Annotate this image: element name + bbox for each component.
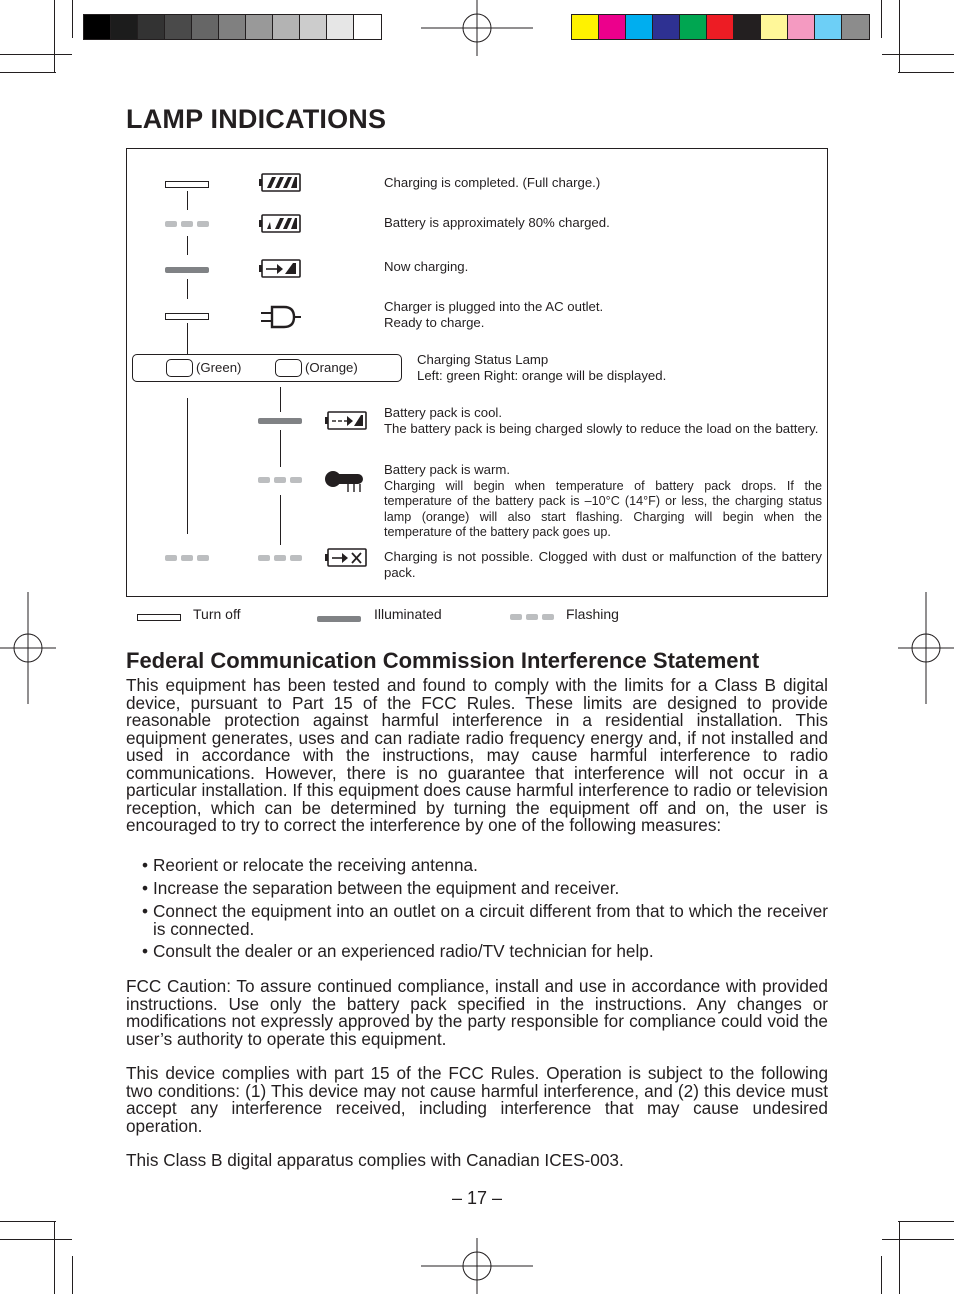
- color-swatch: [571, 14, 599, 40]
- status-error-text: Charging is not possible. Clogged with dust or malfunction of the battery pack.: [384, 549, 822, 580]
- battery-80-icon: [258, 214, 302, 234]
- orange-label: (Orange): [305, 360, 358, 375]
- bullet-text: Consult the dealer or an experienced radio/TV technician for help.: [153, 941, 654, 961]
- gray-swatch: [137, 14, 165, 40]
- legend-line1: Charging Status Lamp: [417, 352, 549, 367]
- gray-swatch: [83, 14, 111, 40]
- fcc-canada: This Class B digital apparatus complies with Canadian ICES-003.: [126, 1150, 624, 1170]
- battery-error-icon: [324, 547, 368, 569]
- gray-swatch: [272, 14, 300, 40]
- gray-swatch: [191, 14, 219, 40]
- registration-mark-top: [421, 0, 533, 60]
- status-cool-text: [384, 405, 822, 436]
- plugged-line2: Ready to charge.: [384, 314, 485, 330]
- fcc-heading: Federal Communication Commission Interference Statement: [126, 648, 760, 673]
- key-illuminated-label: Illuminated: [374, 606, 442, 622]
- color-swatch: [733, 14, 761, 40]
- color-swatch: [652, 14, 680, 40]
- connector-line: [187, 323, 188, 354]
- cool-title: Battery pack is cool.: [384, 405, 503, 420]
- key-turn-off-lamp: [137, 614, 181, 621]
- orange-lamp-line: [280, 430, 281, 467]
- list-item: • Connect the equipment into an outlet on a circuit different from that to which the receiver is connected.: [142, 901, 828, 939]
- gray-swatch: [353, 14, 382, 40]
- bullet-text: Connect the equipment into an outlet on a circuit different from that to which the receiver is connected.: [153, 901, 828, 939]
- registration-mark-right: [898, 592, 954, 704]
- list-item: • Consult the dealer or an experienced radio/TV technician for help.: [142, 943, 828, 961]
- list-item: • Reorient or relocate the receiving antenna.: [142, 857, 828, 875]
- lamp-illuminated-indicator: [165, 267, 209, 273]
- gray-swatch: [326, 14, 354, 40]
- key-flashing-lamp: [510, 614, 554, 620]
- legend-description: [417, 352, 666, 383]
- plug-icon: [260, 305, 302, 329]
- key-turn-off-label: Turn off: [193, 606, 241, 622]
- lamp-off-indicator: [165, 181, 209, 188]
- fcc-caution: FCC Caution: To assure continued compliance, install and use in accordance with provided instructions. Use only the battery pack specified in the instructions. Any changes or modifications not expressly approved by the party responsible for compliance could void the user’s authority to operate this equipment.: [126, 976, 828, 1049]
- key-flashing-label: Flashing: [566, 606, 619, 622]
- color-swatch: [787, 14, 815, 40]
- orange-lamp-icon: [275, 359, 302, 377]
- fcc-intro: This equipment has been tested and found to comply with the limits for a Class B digital device, pursuant to Part 15 of the FCC Rules. These limits are designed to provide reasonable protection against harmful interference in a residential installation. This equipment generates, uses and can radiate radio frequency energy and, if not installed and used in accordance with the instructions, may cause harmful interference to radio communications. However, there is no guarantee that interference will not occur in a particular installation. If this equipment does cause harmful interference to radio or television reception, which can be determined by turning the equipment off and on, the user is encouraged to try to correct the interference by one of the following measures:: [126, 675, 828, 835]
- color-swatch: [679, 14, 707, 40]
- orange-lamp-illuminated: [258, 418, 302, 424]
- plugged-line1: Charger is plugged into the AC outlet.: [384, 299, 604, 314]
- row-text-full-charge: Charging is completed. (Full charge.): [384, 175, 601, 190]
- status-warm-text: [384, 462, 822, 541]
- registration-mark-left: [0, 592, 56, 704]
- battery-cool-icon: [324, 410, 368, 432]
- gray-swatch: [110, 14, 138, 40]
- lamp-flashing-indicator: [165, 221, 209, 227]
- color-swatch: [625, 14, 653, 40]
- orange-lamp-line: [280, 387, 281, 412]
- connector-line: [187, 191, 188, 210]
- color-swatch: [841, 14, 870, 40]
- orange-lamp-line: [280, 495, 281, 545]
- connector-line: [187, 236, 188, 255]
- list-item: • Increase the separation between the equipment and receiver.: [142, 880, 828, 898]
- bullet-text: Increase the separation between the equipment and receiver.: [153, 878, 620, 898]
- green-lamp-line: [187, 398, 188, 534]
- row-text-80-percent: Battery is approximately 80% charged.: [384, 215, 610, 230]
- registration-mark-bottom: [421, 1238, 533, 1294]
- orange-lamp-flashing: [258, 555, 302, 561]
- green-lamp-flashing: [165, 555, 209, 561]
- lamp-off-indicator: [165, 313, 209, 320]
- bullet-text: Reorient or relocate the receiving antenna.: [153, 855, 478, 875]
- cool-body: The battery pack is being charged slowly to reduce the load on the battery.: [384, 420, 819, 436]
- battery-charging-icon: [258, 259, 302, 279]
- color-swatch: [760, 14, 788, 40]
- row-text-now-charging: Now charging.: [384, 259, 469, 274]
- orange-lamp-flashing: [258, 477, 302, 483]
- fcc-part15: This device complies with part 15 of the FCC Rules. Operation is subject to the following two conditions: (1) This device may not cause harmful interference, and (2) this device must accept any interference received, including interference that may cause undesired operation.: [126, 1063, 828, 1136]
- legend-line2: Left: green Right: orange will be displayed.: [417, 367, 667, 383]
- key-illuminated-lamp: [317, 616, 361, 622]
- thermometer-icon: [324, 468, 368, 494]
- green-label: (Green): [196, 360, 242, 375]
- color-swatch: [598, 14, 626, 40]
- color-swatch: [814, 14, 842, 40]
- lamp-indications-title: LAMP INDICATIONS: [126, 104, 387, 134]
- gray-swatch: [218, 14, 246, 40]
- gray-swatch: [299, 14, 327, 40]
- battery-full-icon: [258, 173, 302, 193]
- row-text-plugged: [384, 299, 603, 330]
- gray-swatch: [245, 14, 273, 40]
- warm-body: Charging will begin when temperature of battery pack drops. If the temperature of the battery pack is –10°C (14°F) or less, the charging status lamp (orange) will also start flashing. Charging will begin when the temperature of the battery pack goes up.: [384, 478, 822, 539]
- color-swatch: [706, 14, 734, 40]
- page-number: – 17 –: [451, 1188, 503, 1208]
- connector-line: [187, 279, 188, 299]
- green-lamp-icon: [166, 359, 193, 377]
- warm-title: Battery pack is warm.: [384, 462, 511, 477]
- gray-swatch: [164, 14, 192, 40]
